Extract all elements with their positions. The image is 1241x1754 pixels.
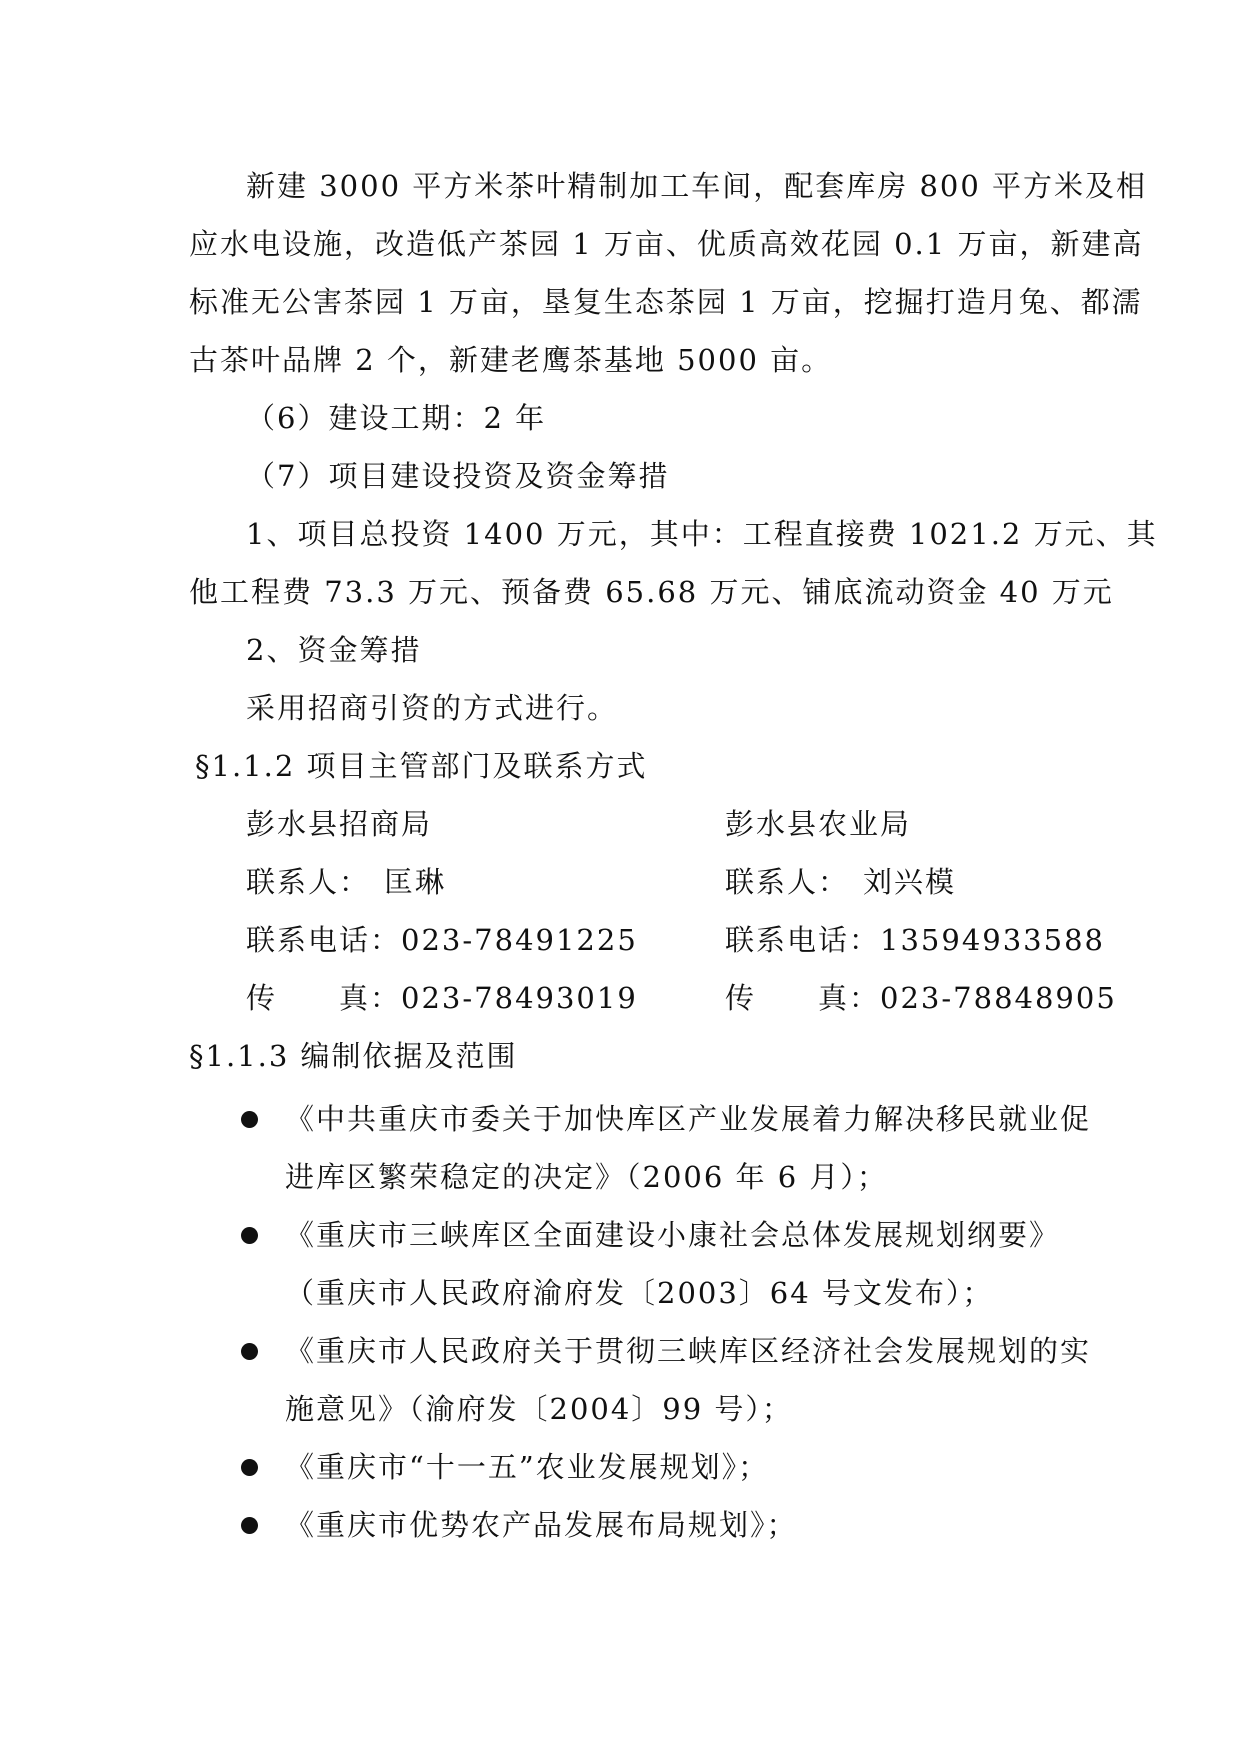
phone-label: 联系电话： (725, 923, 881, 957)
phone-number: 023-78491225 (401, 923, 638, 957)
section-heading-1-1-3: §1.1.3 编制依据及范围 (189, 1039, 518, 1073)
phone-label: 联系电话： (246, 923, 402, 957)
investment-line-1: 1、项目总投资 1400 万元，其中：工程直接费 1021.2 万元、其 (246, 517, 1158, 551)
person-label: 联系人： (725, 865, 850, 899)
bullet-icon (241, 1111, 258, 1128)
person-name: 匡琳 (384, 865, 447, 899)
investment-heading: （7）项目建设投资及资金筹措 (246, 459, 670, 493)
investment-line-2: 他工程费 73.3 万元、预备费 65.68 万元、铺底流动资金 40 万元 (189, 575, 1114, 609)
phone-number: 13594933588 (880, 923, 1105, 957)
basis-item-1-line-2: 进库区繁荣稳定的决定》（2006 年 6 月）； (285, 1160, 888, 1194)
fax-label: 传 真： (246, 981, 402, 1015)
section-heading-1-1-2: §1.1.2 项目主管部门及联系方式 (195, 749, 648, 783)
person-name: 刘兴模 (863, 865, 957, 899)
bullet-icon (241, 1459, 258, 1476)
contact-org-left: 彭水县招商局 (246, 807, 433, 841)
basis-item-5: 《重庆市优势农产品发展布局规划》； (285, 1508, 798, 1542)
construction-period: （6）建设工期：2 年 (246, 401, 547, 435)
fax-number: 023-78493019 (401, 981, 638, 1015)
person-label: 联系人： (246, 865, 371, 899)
funding-heading: 2、资金筹措 (246, 633, 422, 667)
contact-fax-left (246, 978, 638, 1018)
basis-item-4: 《重庆市“十一五”农业发展规划》； (285, 1450, 770, 1484)
contact-org-right: 彭水县农业局 (725, 807, 912, 841)
intro-line-4: 古茶叶品牌 2 个，新建老鹰茶基地 5000 亩。 (189, 343, 833, 377)
contact-person-right (725, 862, 956, 902)
fax-number: 023-78848905 (880, 981, 1117, 1015)
basis-item-2-line-1: 《重庆市三峡库区全面建设小康社会总体发展规划纲要》 (285, 1218, 1061, 1252)
intro-line-1: 新建 3000 平方米茶叶精制加工车间，配套库房 800 平方米及相 (246, 169, 1148, 203)
basis-item-1-line-1: 《中共重庆市委关于加快库区产业发展着力解决移民就业促 (285, 1102, 1092, 1136)
bullet-icon (241, 1517, 258, 1534)
contact-phone-left (246, 920, 638, 960)
basis-item-2-line-2: （重庆市人民政府渝府发〔2003〕64 号文发布）； (285, 1276, 994, 1310)
bullet-icon (241, 1227, 258, 1244)
contact-phone-right (725, 920, 1105, 960)
basis-item-3-line-2: 施意见》（渝府发〔2004〕99 号）； (285, 1392, 793, 1426)
funding-text: 采用招商引资的方式进行。 (246, 691, 619, 725)
contact-person-left (246, 862, 446, 902)
contact-fax-right (725, 978, 1117, 1018)
bullet-icon (241, 1343, 258, 1360)
basis-item-3-line-1: 《重庆市人民政府关于贯彻三峡库区经济社会发展规划的实 (285, 1334, 1092, 1368)
intro-line-3: 标准无公害茶园 1 万亩，垦复生态茶园 1 万亩，挖掘打造月兔、都濡 (189, 285, 1143, 319)
intro-line-2: 应水电设施，改造低产茶园 1 万亩、优质高效花园 0.1 万亩，新建高 (189, 227, 1144, 261)
fax-label: 传 真： (725, 981, 881, 1015)
